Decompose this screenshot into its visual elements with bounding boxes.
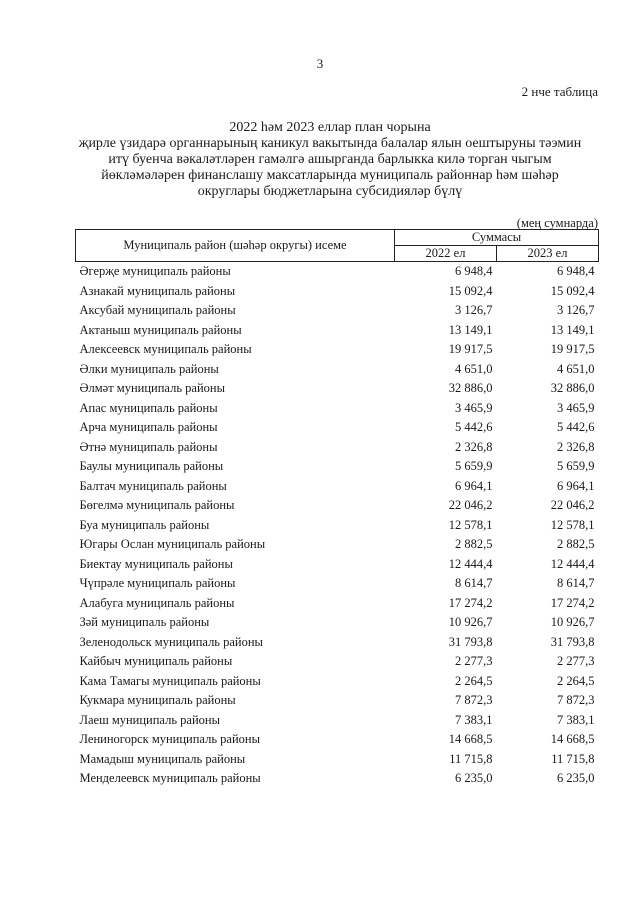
units-note: (мең сумнарда) [516, 216, 598, 230]
page-number: 3 [316, 56, 324, 71]
value-2022-cell: 5 659,9 [455, 459, 493, 474]
district-name-cell: Аксубай муниципаль районы [79, 303, 236, 318]
value-2023-cell: 12 578,1 [550, 517, 595, 532]
district-name-cell: Әгерҗе муниципаль районы [79, 264, 231, 279]
subsidy-table [75, 229, 599, 789]
table-row [76, 574, 599, 594]
district-name-cell: Кама Тамагы муниципаль районы [79, 673, 261, 688]
table-row [76, 769, 599, 789]
value-2023-cell: 2 277,3 [557, 654, 595, 669]
district-name-cell: Зәй муниципаль районы [79, 615, 210, 630]
district-name-cell: Азнакай муниципаль районы [79, 283, 236, 298]
table-row [76, 399, 599, 419]
table-row [76, 672, 599, 692]
table-row [76, 301, 599, 321]
value-2022-cell: 6 964,1 [455, 478, 493, 493]
table-row [76, 691, 599, 711]
value-2022-cell: 12 578,1 [448, 517, 493, 532]
column-header-name: Муниципаль район (шәһәр округы) исеме [76, 230, 395, 262]
table-body [76, 262, 599, 789]
title-line: округлары бюджетларына субсидияләр бүлү [197, 184, 463, 199]
value-2023-cell: 2 326,8 [557, 439, 595, 454]
district-name-cell: Әлки муниципаль районы [79, 361, 219, 376]
district-name-cell: Лениногорск муниципаль районы [79, 732, 260, 747]
table-row [76, 282, 599, 302]
district-name-cell: Кайбыч муниципаль районы [79, 654, 233, 669]
value-2022-cell: 2 264,5 [455, 673, 493, 688]
value-2023-cell: 7 872,3 [557, 693, 595, 708]
value-2023-cell: 3 465,9 [557, 400, 595, 415]
value-2022-cell: 2 326,8 [455, 439, 493, 454]
value-2022-cell: 6 235,0 [455, 771, 493, 786]
district-name-cell: Балтач муниципаль районы [79, 478, 227, 493]
value-2022-cell: 32 886,0 [448, 381, 493, 396]
district-name-cell: Буа муниципаль районы [79, 517, 210, 532]
table-row [76, 613, 599, 633]
table-row [76, 477, 599, 497]
table-label: 2 нче таблица [521, 84, 598, 99]
value-2022-cell: 22 046,2 [448, 498, 493, 513]
value-2023-cell: 5 442,6 [557, 420, 595, 435]
column-header-2022: 2022 ел [395, 246, 497, 262]
value-2022-cell: 19 917,5 [448, 342, 493, 357]
table-row [76, 360, 599, 380]
value-2023-cell: 3 126,7 [557, 303, 595, 318]
district-name-cell: Югары Ослан муниципаль районы [79, 537, 266, 552]
table-row [76, 262, 599, 282]
value-2023-cell: 22 046,2 [550, 498, 595, 513]
district-name-cell: Бөгелмә муниципаль районы [79, 498, 235, 513]
table-row [76, 594, 599, 614]
table-row [76, 555, 599, 575]
value-2022-cell: 11 715,8 [449, 751, 493, 766]
value-2022-cell: 13 149,1 [448, 322, 493, 337]
table-row [76, 535, 599, 555]
value-2022-cell: 5 442,6 [455, 420, 493, 435]
value-2022-cell: 4 651,0 [455, 361, 493, 376]
value-2022-cell: 3 465,9 [455, 400, 493, 415]
value-2022-cell: 15 092,4 [448, 283, 493, 298]
district-name-cell: Баулы муниципаль районы [79, 459, 224, 474]
district-name-cell: Менделеевск муниципаль районы [79, 771, 261, 786]
value-2023-cell: 19 917,5 [550, 342, 595, 357]
title-line: 2022 һәм 2023 еллар план чорына [229, 120, 431, 135]
district-name-cell: Чүпрәле муниципаль районы [79, 576, 236, 591]
table-row [76, 496, 599, 516]
title-line: итү буенча вәкаләтләрен гамәлгә ашырганда барлыкка килә торган чыгым [108, 152, 552, 167]
value-2022-cell: 6 948,4 [455, 264, 493, 279]
table-row [76, 711, 599, 731]
value-2022-cell: 3 126,7 [455, 303, 493, 318]
table-row [76, 418, 599, 438]
value-2023-cell: 7 383,1 [557, 712, 595, 727]
value-2022-cell: 8 614,7 [455, 576, 493, 591]
table-row [76, 652, 599, 672]
value-2022-cell: 10 926,7 [448, 615, 493, 630]
district-name-cell: Әтнә муниципаль районы [79, 439, 218, 454]
title-line: җирле үзидарә органнарының каникул вакытында балалар ялын оештыруны тәэмин [78, 136, 582, 151]
value-2022-cell: 7 872,3 [455, 693, 493, 708]
value-2022-cell: 17 274,2 [448, 595, 493, 610]
district-name-cell: Алабуга муниципаль районы [79, 595, 235, 610]
value-2023-cell: 17 274,2 [550, 595, 595, 610]
district-name-cell: Алексеевск муниципаль районы [79, 342, 252, 357]
table-row [76, 750, 599, 770]
column-header-2023: 2023 ел [497, 246, 599, 262]
value-2023-cell: 10 926,7 [550, 615, 595, 630]
value-2023-cell: 11 715,8 [551, 751, 595, 766]
district-name-cell: Әлмәт муниципаль районы [79, 381, 225, 396]
column-header-sums: Суммасы [395, 230, 599, 246]
table-row [76, 379, 599, 399]
value-2023-cell: 6 235,0 [557, 771, 595, 786]
value-2022-cell: 12 444,4 [448, 556, 493, 571]
value-2023-cell: 15 092,4 [550, 283, 595, 298]
table-row [76, 516, 599, 536]
value-2023-cell: 6 948,4 [557, 264, 595, 279]
value-2023-cell: 8 614,7 [557, 576, 595, 591]
table-row [76, 321, 599, 341]
value-2023-cell: 4 651,0 [557, 361, 595, 376]
value-2023-cell: 13 149,1 [550, 322, 595, 337]
table-row [76, 633, 599, 653]
value-2023-cell: 2 882,5 [557, 537, 595, 552]
table-row [76, 457, 599, 477]
district-name-cell: Лаеш муниципаль районы [79, 712, 220, 727]
value-2022-cell: 7 383,1 [455, 712, 493, 727]
value-2022-cell: 14 668,5 [448, 732, 493, 747]
district-name-cell: Зеленодольск муниципаль районы [79, 634, 263, 649]
value-2023-cell: 5 659,9 [557, 459, 595, 474]
value-2023-cell: 32 886,0 [550, 381, 595, 396]
table-row [76, 340, 599, 360]
table-row [76, 438, 599, 458]
district-name-cell: Мамадыш муниципаль районы [79, 751, 246, 766]
value-2023-cell: 2 264,5 [557, 673, 595, 688]
district-name-cell: Актаныш муниципаль районы [79, 322, 242, 337]
title-line: йөкләмәләрен финанслашу максатларында муниципаль районнар һәм шәһәр [101, 168, 559, 183]
table-row [76, 730, 599, 750]
value-2022-cell: 2 882,5 [455, 537, 493, 552]
value-2023-cell: 31 793,8 [550, 634, 595, 649]
document-title [60, 120, 600, 200]
district-name-cell: Арча муниципаль районы [79, 420, 218, 435]
value-2023-cell: 14 668,5 [550, 732, 595, 747]
value-2022-cell: 31 793,8 [448, 634, 493, 649]
value-2023-cell: 6 964,1 [557, 478, 595, 493]
district-name-cell: Апас муниципаль районы [79, 400, 218, 415]
district-name-cell: Биектау муниципаль районы [79, 556, 233, 571]
district-name-cell: Кукмара муниципаль районы [79, 693, 236, 708]
value-2022-cell: 2 277,3 [455, 654, 493, 669]
value-2023-cell: 12 444,4 [550, 556, 595, 571]
